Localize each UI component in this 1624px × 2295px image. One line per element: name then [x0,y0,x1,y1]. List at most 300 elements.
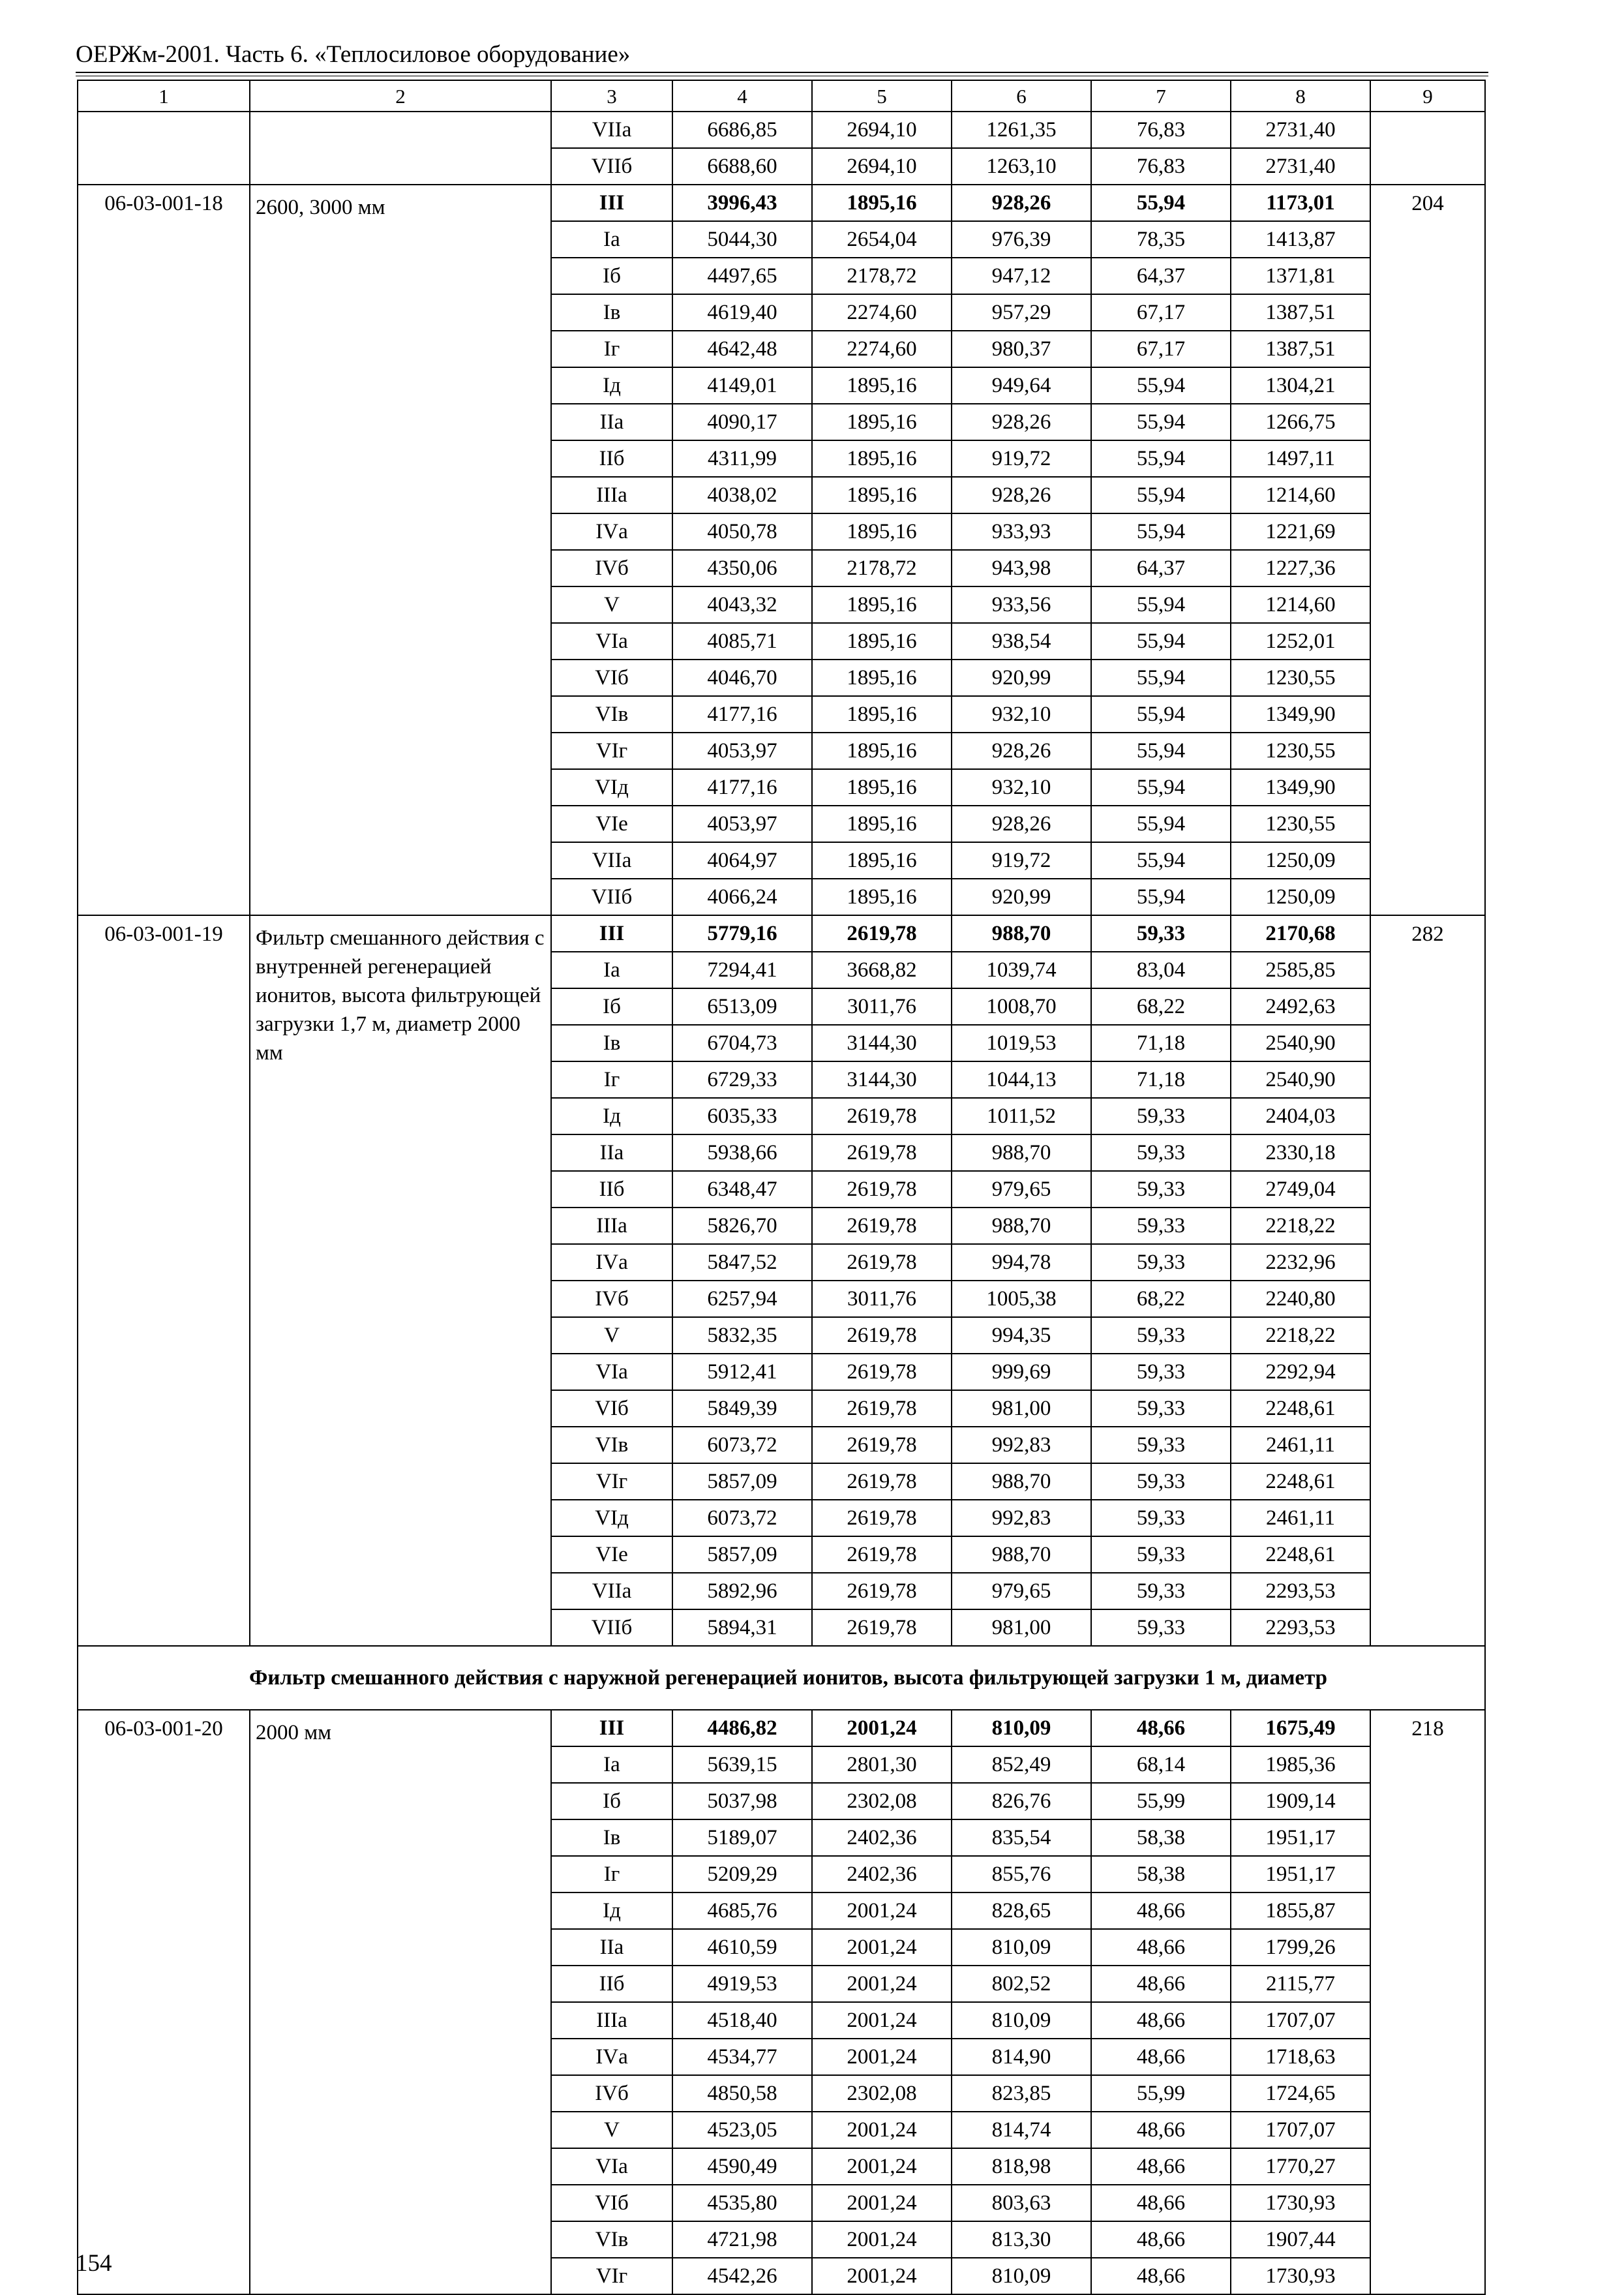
column-number: 9 [1370,80,1485,112]
table-row [78,1710,1485,1746]
column-number: 1 [78,80,250,112]
value-cell: 2492,63 [1231,988,1370,1025]
value-cell: 2619,78 [812,1134,952,1171]
value-cell: 1250,09 [1231,879,1370,915]
value-cell: 2001,24 [812,2002,952,2039]
value-cell: 928,26 [952,185,1091,221]
value-cell: 5209,29 [672,1856,812,1892]
value-cell: 2178,72 [812,258,952,294]
column-number: 3 [551,80,672,112]
column-number-row [78,80,1485,112]
value-cell: 814,74 [952,2112,1091,2148]
section-heading-row [78,1646,1485,1710]
value-cell: 1039,74 [952,952,1091,988]
value-cell: 4064,97 [672,842,812,879]
column-number: 8 [1231,80,1370,112]
value-cell: 1005,38 [952,1281,1091,1317]
value-cell: 2218,22 [1231,1208,1370,1244]
value-cell: 4486,82 [672,1710,812,1746]
value-cell: 55,94 [1091,586,1231,623]
value-cell: 4610,59 [672,1929,812,1966]
value-cell: 2292,94 [1231,1354,1370,1390]
zone-cell: Iб [551,258,672,294]
value-cell: 928,26 [952,806,1091,842]
value-cell: 1011,52 [952,1098,1091,1134]
value-cell: 59,33 [1091,1098,1231,1134]
value-cell: 59,33 [1091,1208,1231,1244]
value-cell: 5849,39 [672,1390,812,1427]
value-cell: 818,98 [952,2148,1091,2185]
zone-cell: VIIa [551,112,672,148]
section-heading: Фильтр смешанного действия с наружной регенерацией ионитов, высота фильтрующей загрузки 1 м, диаметр [78,1646,1485,1710]
zone-cell: V [551,2112,672,2148]
value-cell: 1907,44 [1231,2221,1370,2258]
value-cell: 71,18 [1091,1061,1231,1098]
value-cell: 2001,24 [812,2039,952,2075]
value-cell: 1252,01 [1231,623,1370,660]
value-cell: 2619,78 [812,1171,952,1208]
value-cell: 1230,55 [1231,806,1370,842]
value-cell: 76,83 [1091,148,1231,185]
price-table [77,80,1486,2295]
value-cell: 1718,63 [1231,2039,1370,2075]
zone-cell: VIд [551,1500,672,1536]
value-cell: 826,76 [952,1783,1091,1819]
value-cell: 5857,09 [672,1536,812,1573]
zone-cell: IIIа [551,1208,672,1244]
value-cell: 1895,16 [812,806,952,842]
value-cell: 2619,78 [812,1354,952,1390]
value-cell: 1214,60 [1231,477,1370,513]
value-cell: 2274,60 [812,331,952,367]
value-cell: 4053,97 [672,733,812,769]
value-cell: 980,37 [952,331,1091,367]
value-cell: 928,26 [952,733,1091,769]
value-cell: 2540,90 [1231,1025,1370,1061]
value-cell: 852,49 [952,1746,1091,1783]
value-cell: 48,66 [1091,1710,1231,1746]
zone-cell: V [551,586,672,623]
zone-cell: IVа [551,513,672,550]
zone-cell: V [551,1317,672,1354]
zone-cell: VIв [551,2221,672,2258]
zone-cell: Iб [551,988,672,1025]
value-cell: 4149,01 [672,367,812,404]
zone-cell: VIа [551,1354,672,1390]
value-cell: 2178,72 [812,550,952,586]
value-cell: 59,33 [1091,1317,1231,1354]
zone-cell: Iв [551,294,672,331]
zone-cell: Iа [551,1746,672,1783]
value-cell: 6513,09 [672,988,812,1025]
zone-cell: IIа [551,1134,672,1171]
zone-cell: VIб [551,1390,672,1427]
value-cell: 4311,99 [672,440,812,477]
value-cell: 933,56 [952,586,1091,623]
value-cell: 55,94 [1091,806,1231,842]
value-cell: 1230,55 [1231,660,1370,696]
value-cell: 2402,36 [812,1819,952,1856]
value-cell: 1799,26 [1231,1929,1370,1966]
value-cell: 2801,30 [812,1746,952,1783]
value-cell: 4038,02 [672,477,812,513]
value-cell: 4350,06 [672,550,812,586]
value-cell: 48,66 [1091,1929,1231,1966]
value-cell: 3011,76 [812,1281,952,1317]
table-row [78,185,1485,221]
value-cell: 55,99 [1091,2075,1231,2112]
value-cell: 5857,09 [672,1463,812,1500]
value-cell: 2619,78 [812,1390,952,1427]
value-cell: 1951,17 [1231,1856,1370,1892]
value-cell: 55,94 [1091,769,1231,806]
running-header: ОЕРЖм-2001. Часть 6. «Теплосиловое оборудование» [76,41,631,68]
value-cell: 55,94 [1091,367,1231,404]
zone-cell: VIб [551,2185,672,2221]
zone-cell: III [551,185,672,221]
value-cell: 2585,85 [1231,952,1370,988]
table-row [78,112,1485,148]
zone-cell: IVа [551,1244,672,1281]
value-cell: 938,54 [952,623,1091,660]
header-rule-thick [76,72,1488,73]
value-cell: 957,29 [952,294,1091,331]
value-cell: 988,70 [952,1536,1091,1573]
value-cell: 4534,77 [672,2039,812,2075]
value-cell: 2001,24 [812,2112,952,2148]
value-cell: 55,94 [1091,404,1231,440]
value-cell: 55,94 [1091,660,1231,696]
value-cell: 1895,16 [812,623,952,660]
value-cell: 58,38 [1091,1819,1231,1856]
value-cell: 4919,53 [672,1966,812,2002]
value-cell: 55,94 [1091,842,1231,879]
value-cell: 2001,24 [812,2221,952,2258]
value-cell: 5826,70 [672,1208,812,1244]
column-number: 6 [952,80,1091,112]
value-cell: 5189,07 [672,1819,812,1856]
value-cell: 1895,16 [812,842,952,879]
value-cell: 2001,24 [812,1929,952,1966]
value-cell: 68,14 [1091,1746,1231,1783]
value-cell: 1227,36 [1231,550,1370,586]
value-cell: 2619,78 [812,1427,952,1463]
value-cell: 5894,31 [672,1609,812,1646]
value-cell: 59,33 [1091,1573,1231,1609]
value-cell: 4066,24 [672,879,812,915]
value-cell: 59,33 [1091,1536,1231,1573]
value-cell: 1770,27 [1231,2148,1370,2185]
value-cell: 5832,35 [672,1317,812,1354]
value-cell: 59,33 [1091,1500,1231,1536]
value-cell: 6686,85 [672,112,812,148]
value-cell: 2302,08 [812,2075,952,2112]
value-cell: 1371,81 [1231,258,1370,294]
zone-cell: Iа [551,221,672,258]
item-code: 06-03-001-20 [78,1710,250,2294]
value-cell: 1250,09 [1231,842,1370,879]
value-cell: 1230,55 [1231,733,1370,769]
value-cell: 3668,82 [812,952,952,988]
zone-cell: IIIа [551,477,672,513]
value-cell: 1044,13 [952,1061,1091,1098]
code-cell [78,112,250,185]
value-cell: 1895,16 [812,660,952,696]
value-cell: 48,66 [1091,2148,1231,2185]
value-cell: 2248,61 [1231,1390,1370,1427]
value-cell: 4642,48 [672,331,812,367]
value-cell: 4518,40 [672,2002,812,2039]
value-cell: 83,04 [1091,952,1231,988]
value-cell: 1985,36 [1231,1746,1370,1783]
value-cell: 919,72 [952,842,1091,879]
zone-cell: Iд [551,367,672,404]
value-cell: 835,54 [952,1819,1091,1856]
value-cell: 1895,16 [812,440,952,477]
value-cell: 1349,90 [1231,769,1370,806]
value-cell: 4497,65 [672,258,812,294]
value-cell: 2293,53 [1231,1573,1370,1609]
value-cell: 814,90 [952,2039,1091,2075]
zone-cell: Iд [551,1098,672,1134]
item-code: 06-03-001-19 [78,915,250,1646]
zone-cell: Iд [551,1892,672,1929]
value-cell: 68,22 [1091,988,1231,1025]
value-cell: 2619,78 [812,1208,952,1244]
zone-cell: IIб [551,440,672,477]
value-cell: 59,33 [1091,1354,1231,1390]
value-cell: 2302,08 [812,1783,952,1819]
value-cell: 976,39 [952,221,1091,258]
column-number: 2 [250,80,551,112]
value-cell: 2001,24 [812,1966,952,2002]
value-cell: 5847,52 [672,1244,812,1281]
value-cell: 2001,24 [812,2148,952,2185]
value-cell: 6257,94 [672,1281,812,1317]
value-cell: 1951,17 [1231,1819,1370,1856]
zone-cell: Iг [551,1856,672,1892]
value-cell: 1730,93 [1231,2185,1370,2221]
value-cell: 48,66 [1091,2258,1231,2294]
value-cell: 71,18 [1091,1025,1231,1061]
value-cell: 810,09 [952,1710,1091,1746]
value-cell: 1413,87 [1231,221,1370,258]
item-description: 2000 мм [250,1710,551,2294]
zone-cell: VIб [551,660,672,696]
value-cell: 2404,03 [1231,1098,1370,1134]
value-cell: 2619,78 [812,1463,952,1500]
value-cell: 67,17 [1091,331,1231,367]
value-cell: 1895,16 [812,769,952,806]
zone-cell: VIIб [551,148,672,185]
value-cell: 4685,76 [672,1892,812,1929]
value-cell: 943,98 [952,550,1091,586]
value-cell: 928,26 [952,404,1091,440]
value-cell: 1895,16 [812,477,952,513]
value-cell: 55,94 [1091,185,1231,221]
zone-cell: IIа [551,1929,672,1966]
value-cell: 5044,30 [672,221,812,258]
value-cell: 67,17 [1091,294,1231,331]
value-cell: 932,10 [952,769,1091,806]
value-cell: 2001,24 [812,1892,952,1929]
zone-cell: VIIа [551,1573,672,1609]
value-cell: 4850,58 [672,2075,812,2112]
value-cell: 920,99 [952,879,1091,915]
zone-cell: Iг [551,331,672,367]
column-number: 7 [1091,80,1231,112]
value-cell: 988,70 [952,915,1091,952]
column-number: 5 [812,80,952,112]
zone-cell: Iб [551,1783,672,1819]
item-description: Фильтр смешанного действия с внутренней регенерацией ионитов, высота фильтрующей загрузки 1,7 м, диаметр 2000 мм [250,915,551,1646]
value-cell: 1261,35 [952,112,1091,148]
value-cell: 48,66 [1091,2112,1231,2148]
value-cell: 48,66 [1091,2221,1231,2258]
value-cell: 6073,72 [672,1427,812,1463]
item-price: 282 [1370,915,1485,1646]
value-cell: 1724,65 [1231,2075,1370,2112]
value-cell: 1008,70 [952,988,1091,1025]
value-cell: 2232,96 [1231,1244,1370,1281]
value-cell: 920,99 [952,660,1091,696]
value-cell: 981,00 [952,1609,1091,1646]
value-cell: 2619,78 [812,1098,952,1134]
value-cell: 55,94 [1091,623,1231,660]
value-cell: 2330,18 [1231,1134,1370,1171]
value-cell: 4043,32 [672,586,812,623]
value-cell: 5892,96 [672,1573,812,1609]
zone-cell: VIе [551,1536,672,1573]
value-cell: 5037,98 [672,1783,812,1819]
value-cell: 1895,16 [812,733,952,769]
value-cell: 5639,15 [672,1746,812,1783]
zone-cell: VIг [551,1463,672,1500]
value-cell: 4053,97 [672,806,812,842]
value-cell: 1387,51 [1231,331,1370,367]
value-cell: 59,33 [1091,915,1231,952]
value-cell: 55,94 [1091,696,1231,733]
value-cell: 1707,07 [1231,2002,1370,2039]
zone-cell: Iв [551,1819,672,1856]
value-cell: 2731,40 [1231,148,1370,185]
value-cell: 1349,90 [1231,696,1370,733]
value-cell: 979,65 [952,1573,1091,1609]
value-cell: 1895,16 [812,586,952,623]
zone-cell: III [551,915,672,952]
value-cell: 55,94 [1091,879,1231,915]
value-cell: 59,33 [1091,1171,1231,1208]
value-cell: 3011,76 [812,988,952,1025]
zone-cell: VIд [551,769,672,806]
page-number: 154 [76,2250,112,2277]
zone-cell: VIв [551,696,672,733]
value-cell: 6348,47 [672,1171,812,1208]
value-cell: 4523,05 [672,2112,812,2148]
value-cell: 2218,22 [1231,1317,1370,1354]
value-cell: 2694,10 [812,112,952,148]
value-cell: 3144,30 [812,1061,952,1098]
value-cell: 2248,61 [1231,1463,1370,1500]
column-number: 4 [672,80,812,112]
value-cell: 2654,04 [812,221,952,258]
value-cell: 2731,40 [1231,112,1370,148]
value-cell: 2240,80 [1231,1281,1370,1317]
zone-cell: VIа [551,2148,672,2185]
zone-cell: VIг [551,733,672,769]
value-cell: 4177,16 [672,696,812,733]
value-cell: 55,94 [1091,477,1231,513]
value-cell: 2540,90 [1231,1061,1370,1098]
value-cell: 2619,78 [812,1500,952,1536]
value-cell: 1173,01 [1231,185,1370,221]
value-cell: 76,83 [1091,112,1231,148]
value-cell: 55,99 [1091,1783,1231,1819]
value-cell: 1387,51 [1231,294,1370,331]
value-cell: 2619,78 [812,1609,952,1646]
value-cell: 3996,43 [672,185,812,221]
value-cell: 55,94 [1091,440,1231,477]
value-cell: 48,66 [1091,1966,1231,2002]
value-cell: 932,10 [952,696,1091,733]
value-cell: 2274,60 [812,294,952,331]
value-cell: 64,37 [1091,258,1231,294]
value-cell: 2170,68 [1231,915,1370,952]
value-cell: 1263,10 [952,148,1091,185]
value-cell: 59,33 [1091,1390,1231,1427]
value-cell: 5938,66 [672,1134,812,1171]
value-cell: 68,22 [1091,1281,1231,1317]
value-cell: 6073,72 [672,1500,812,1536]
zone-cell: VIе [551,806,672,842]
item-code: 06-03-001-18 [78,185,250,915]
value-cell: 58,38 [1091,1856,1231,1892]
value-cell: 1675,49 [1231,1710,1370,1746]
zone-cell: IIб [551,1966,672,2002]
value-cell: 1895,16 [812,879,952,915]
value-cell: 4535,80 [672,2185,812,2221]
value-cell: 828,65 [952,1892,1091,1929]
value-cell: 992,83 [952,1500,1091,1536]
value-cell: 1214,60 [1231,586,1370,623]
zone-cell: IVа [551,2039,672,2075]
zone-cell: Iа [551,952,672,988]
zone-cell: III [551,1710,672,1746]
zone-cell: IIIа [551,2002,672,2039]
value-cell: 6688,60 [672,148,812,185]
value-cell: 823,85 [952,2075,1091,2112]
zone-cell: IVб [551,2075,672,2112]
value-cell: 1730,93 [1231,2258,1370,2294]
value-cell: 810,09 [952,1929,1091,1966]
value-cell: 810,09 [952,2258,1091,2294]
value-cell: 810,09 [952,2002,1091,2039]
value-cell: 4542,26 [672,2258,812,2294]
value-cell: 1895,16 [812,404,952,440]
value-cell: 933,93 [952,513,1091,550]
value-cell: 988,70 [952,1463,1091,1500]
value-cell: 3144,30 [812,1025,952,1061]
value-cell: 59,33 [1091,1463,1231,1500]
value-cell: 4619,40 [672,294,812,331]
value-cell: 2749,04 [1231,1171,1370,1208]
value-cell: 5779,16 [672,915,812,952]
zone-cell: VIIа [551,842,672,879]
value-cell: 4177,16 [672,769,812,806]
value-cell: 992,83 [952,1427,1091,1463]
value-cell: 78,35 [1091,221,1231,258]
zone-cell: IVб [551,1281,672,1317]
